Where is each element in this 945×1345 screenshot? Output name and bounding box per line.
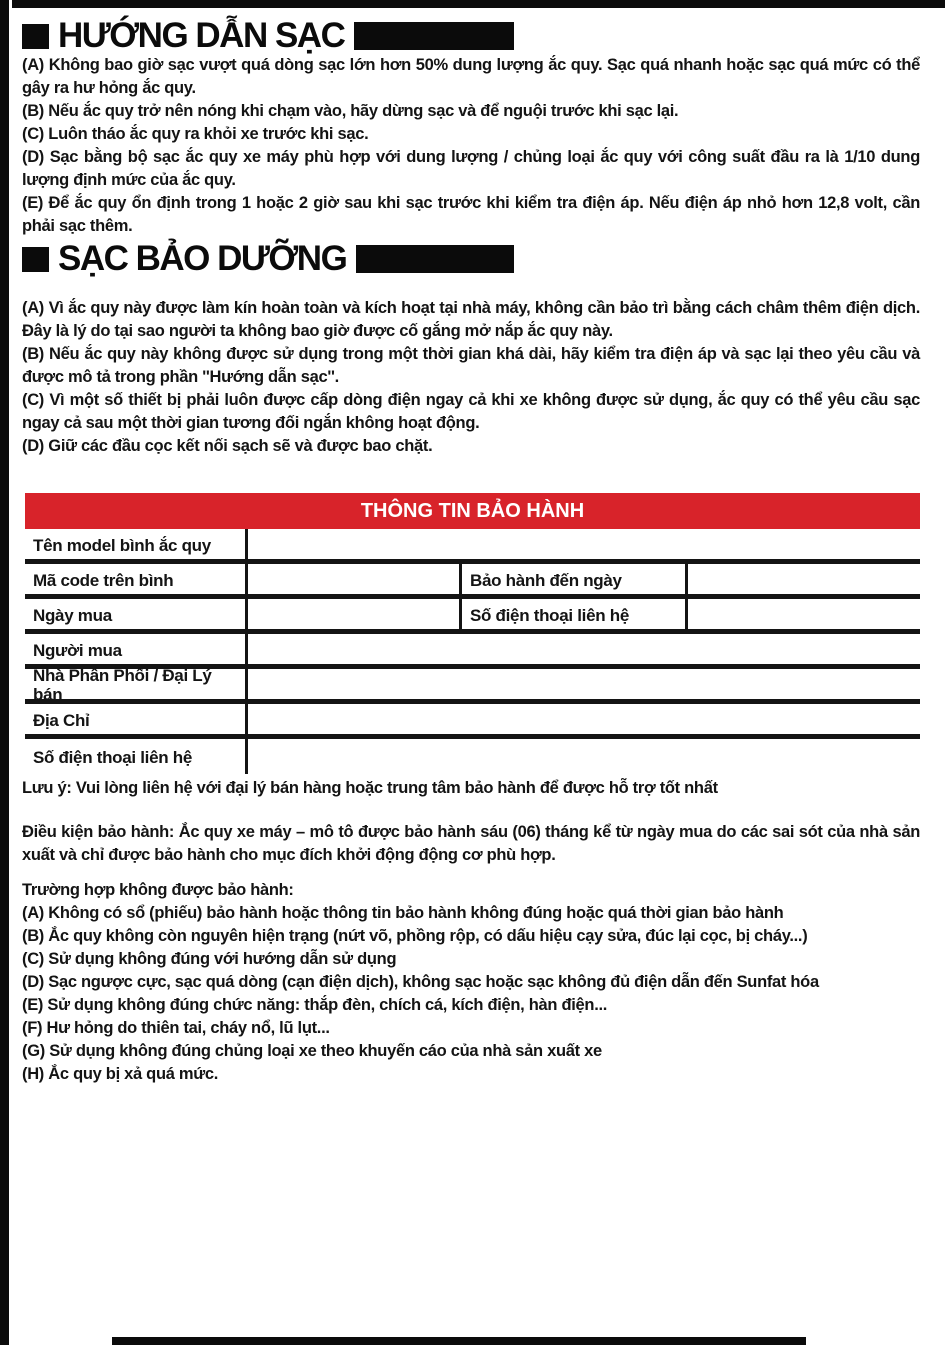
row-label2: Bảo hành đến ngày [462,564,688,594]
charging-item-c: (C) Luôn tháo ắc quy ra khỏi xe trước khi sạc. [22,125,369,143]
maintenance-item-c: (C) Vì một số thiết bị phải luôn được cấp dòng điện ngay cả khi xe không được sử dụng, ắc quy có thể yêu cầu sạc ngay cả sau một thời gian tương đối ngắn không hoạt động. [22,391,920,432]
table-row [25,529,920,564]
table-row [25,704,920,739]
row-value-blank [248,669,920,699]
warranty-conditions-text: Điều kiện bảo hành: Ắc quy xe máy – mô tô được bảo hành sáu (06) tháng kể từ ngày mua do các sai sót của nhà sản xuất và chỉ được bảo hành cho mục đích khởi động động cơ phù hợp. [22,823,920,864]
maintenance-instructions [22,297,920,458]
exclusion-item-f: (F) Hư hỏng do thiên tai, cháy nổ, lũ lụt... [22,1019,330,1037]
section-title-bar [354,22,514,50]
section-header-maintenance [22,239,514,278]
row-label: Số điện thoại liên hệ [25,739,248,774]
row-label: Địa Chỉ [25,704,248,734]
row-value-blank [248,739,920,774]
exclusion-item-e: (E) Sử dụng không đúng chức năng: thắp đèn, chích cá, kích điện, hàn điện... [22,996,608,1014]
row-value-blank [248,529,920,559]
charging-instructions [22,54,920,238]
exclusion-item-a: (A) Không có sổ (phiếu) bảo hành hoặc thông tin bảo hành không đúng hoặc quá thời gian bảo hành [22,904,784,922]
row-value-blank [248,634,920,664]
row-label: Tên model bình ắc quy [25,529,248,559]
row-value-blank [248,599,462,629]
row-value-blank [248,564,462,594]
exclusion-item-b: (B) Ắc quy không còn nguyên hiện trạng (nứt võ, phồng rộp, có dấu hiệu cạy sửa, đúc lại cọc, bị cháy...) [22,927,808,945]
exclusion-item-g: (G) Sử dụng không đúng chủng loại xe theo khuyến cáo của nhà sản xuất xe [22,1042,602,1060]
charging-item-b: (B) Nếu ắc quy trở nên nóng khi chạm vào, hãy dừng sạc và để nguội trước khi sạc lại. [22,102,679,120]
warranty-banner [25,493,920,529]
row-label: Nhà Phân Phối / Đại Lý bán [25,669,248,699]
table-row [25,599,920,634]
maintenance-item-d: (D) Giữ các đầu cọc kết nối sạch sẽ và được bao chặt. [22,437,433,455]
maintenance-item-a: (A) Vì ắc quy này được làm kín hoàn toàn và kích hoạt tại nhà máy, không cần bảo trì bằng cách châm thêm điện dịch. Đây là lý do tại sao người ta không bao giờ được cố gắng mở nắp ắc quy này. [22,299,920,340]
row-value2-blank [688,564,912,594]
row-value2-blank [688,599,912,629]
warranty-conditions [22,821,920,867]
row-label: Người mua [25,634,248,664]
page-bottom-bar [112,1337,806,1345]
table-row [25,739,920,774]
warranty-exclusions [22,879,920,1086]
section-title-maintenance: SẠC BẢO DƯỠNG [58,239,347,278]
section-marker-icon [22,24,49,49]
table-row [25,666,920,704]
row-label: Mã code trên bình [25,564,248,594]
exclusion-item-h: (H) Ắc quy bị xả quá mức. [22,1065,219,1083]
charging-item-a: (A) Không bao giờ sạc vượt quá dòng sạc lớn hơn 50% dung lượng ắc quy. Sạc quá nhanh hoặc sạc quá mức có thể gây ra hư hỏng ắc quy. [22,56,920,97]
row-label: Ngày mua [25,599,248,629]
section-title-charging: HƯỚNG DẪN SẠC [58,16,345,55]
note-line: Lưu ý: Vui lòng liên hệ với đại lý bán hàng hoặc trung tâm bảo hành để được hỗ trợ tốt nhất [22,779,718,797]
warranty-banner-title: THÔNG TIN BẢO HÀNH [360,499,585,522]
table-row [25,564,920,599]
exclusions-title: Trường hợp không được bảo hành: [22,881,294,899]
section-marker-icon [22,247,49,272]
page-left-edge [0,0,9,1345]
charging-item-d: (D) Sạc bằng bộ sạc ắc quy xe máy phù hợp với dung lượng / chủng loại ắc quy với công suất đầu ra là 1/10 dung lượng định mức của ắc quy. [22,148,920,189]
section-header-charging [22,16,514,55]
page-top-edge [12,0,945,8]
section-title-bar [356,245,514,273]
maintenance-item-b: (B) Nếu ắc quy này không được sử dụng trong một thời gian khá dài, hãy kiểm tra điện áp và sạc lại theo yêu cầu và được mô tả trong phần ''Hướng dẫn sạc''. [22,345,920,386]
exclusion-item-c: (C) Sử dụng không đúng với hướng dẫn sử dụng [22,950,397,968]
warranty-table [25,493,920,774]
row-value-blank [248,704,920,734]
row-label2: Số điện thoại liên hệ [462,599,688,629]
charging-item-e: (E) Để ắc quy ổn định trong 1 hoặc 2 giờ sau khi sạc trước khi kiểm tra điện áp. Nếu điện áp nhỏ hơn 12,8 volt, cần phải sạc thêm. [22,194,920,235]
table-row [25,634,920,669]
exclusion-item-d: (D) Sạc ngược cực, sạc quá dòng (cạn điện dịch), không sạc hoặc sạc không đủ điện dẫn đến Sunfat hóa [22,973,819,991]
